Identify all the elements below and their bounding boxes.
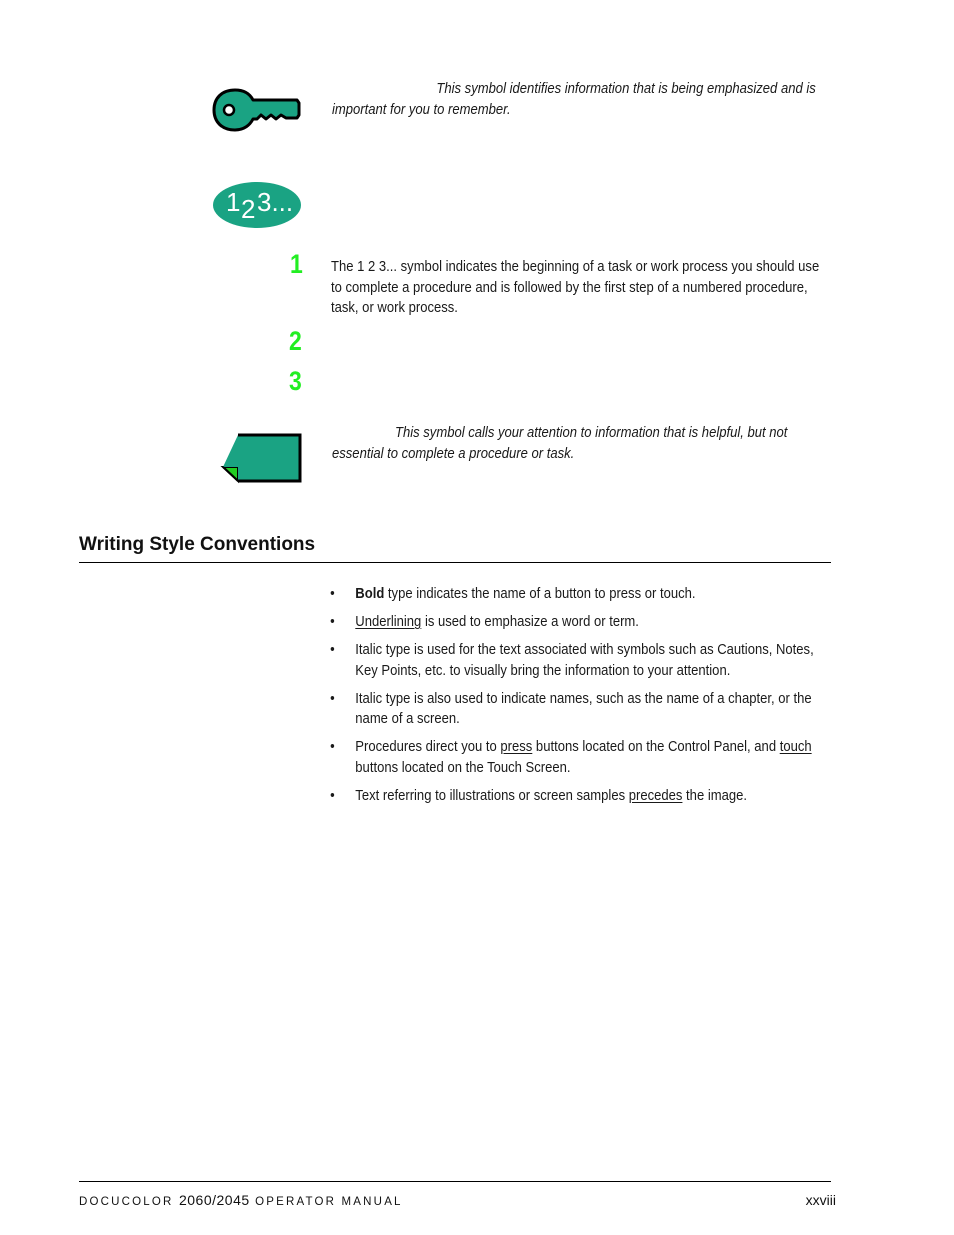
procedure-text: The 1 2 3... symbol indicates the beginning of a task or work process you should use to complete a procedure and is followed by the first step of a numbered procedure, task, or work process. <box>331 259 820 316</box>
section-title: Writing Style Conventions <box>79 534 316 555</box>
badge-digit-1: 1 <box>226 187 241 217</box>
footer-rule <box>79 1181 831 1182</box>
conventions-list <box>322 584 822 814</box>
note-icon <box>220 432 304 484</box>
underlined-term: touch <box>779 739 812 755</box>
123-badge-icon <box>212 181 302 229</box>
underlined-term: press <box>500 739 533 755</box>
footer-model: 2060/2045 <box>178 1192 250 1208</box>
underlined-term: precedes <box>628 787 683 804</box>
bullet: • <box>330 690 335 707</box>
bullet: • <box>330 586 335 602</box>
list-item: • Italic type is also used to indicate names, such as the name of a chapter, or the name of a screen. <box>330 690 812 727</box>
list-item: • Underlining is used to emphasize a word or term. <box>322 612 822 633</box>
bold-term: Bold <box>355 586 385 602</box>
bullet: • <box>330 642 335 658</box>
bullet: • <box>330 739 335 755</box>
list-item: • Procedures direct you to press buttons located on the Control Panel, and touch buttons located on the Touch Screen. <box>330 739 812 776</box>
section-rule <box>79 562 831 563</box>
bullet: • <box>330 614 335 630</box>
list-item: • Italic type is used for the text associated with symbols such as Cautions, Notes, Key Points, etc. to visually bring the information to your attention. <box>330 642 814 679</box>
bullet: • <box>330 787 335 804</box>
step-number-3: 3 <box>289 366 302 396</box>
step-number-2: 2 <box>289 326 302 356</box>
page-number: xxviii <box>805 1192 836 1208</box>
key-icon <box>211 86 303 134</box>
badge-digit-2: 2 <box>241 194 256 224</box>
footer-manual: OPERATOR MANUAL <box>255 1196 403 1208</box>
footer-title <box>79 1192 403 1208</box>
step-number-1: 1 <box>290 249 303 279</box>
note-text: This symbol calls your attention to information that is helpful, but not essential to complete a procedure or task. <box>332 425 788 462</box>
underlined-term: Underlining <box>355 614 422 630</box>
list-item: • Bold type indicates the name of a button to press or touch. <box>322 584 822 605</box>
footer-brand: DOCUCOLOR <box>79 1196 174 1208</box>
list-item: • Text referring to illustrations or screen samples precedes the image. <box>322 786 822 807</box>
badge-digit-3: 3... <box>257 187 294 217</box>
key-point-text: This symbol identifies information that is being emphasized and is important for you to remember. <box>332 81 816 118</box>
